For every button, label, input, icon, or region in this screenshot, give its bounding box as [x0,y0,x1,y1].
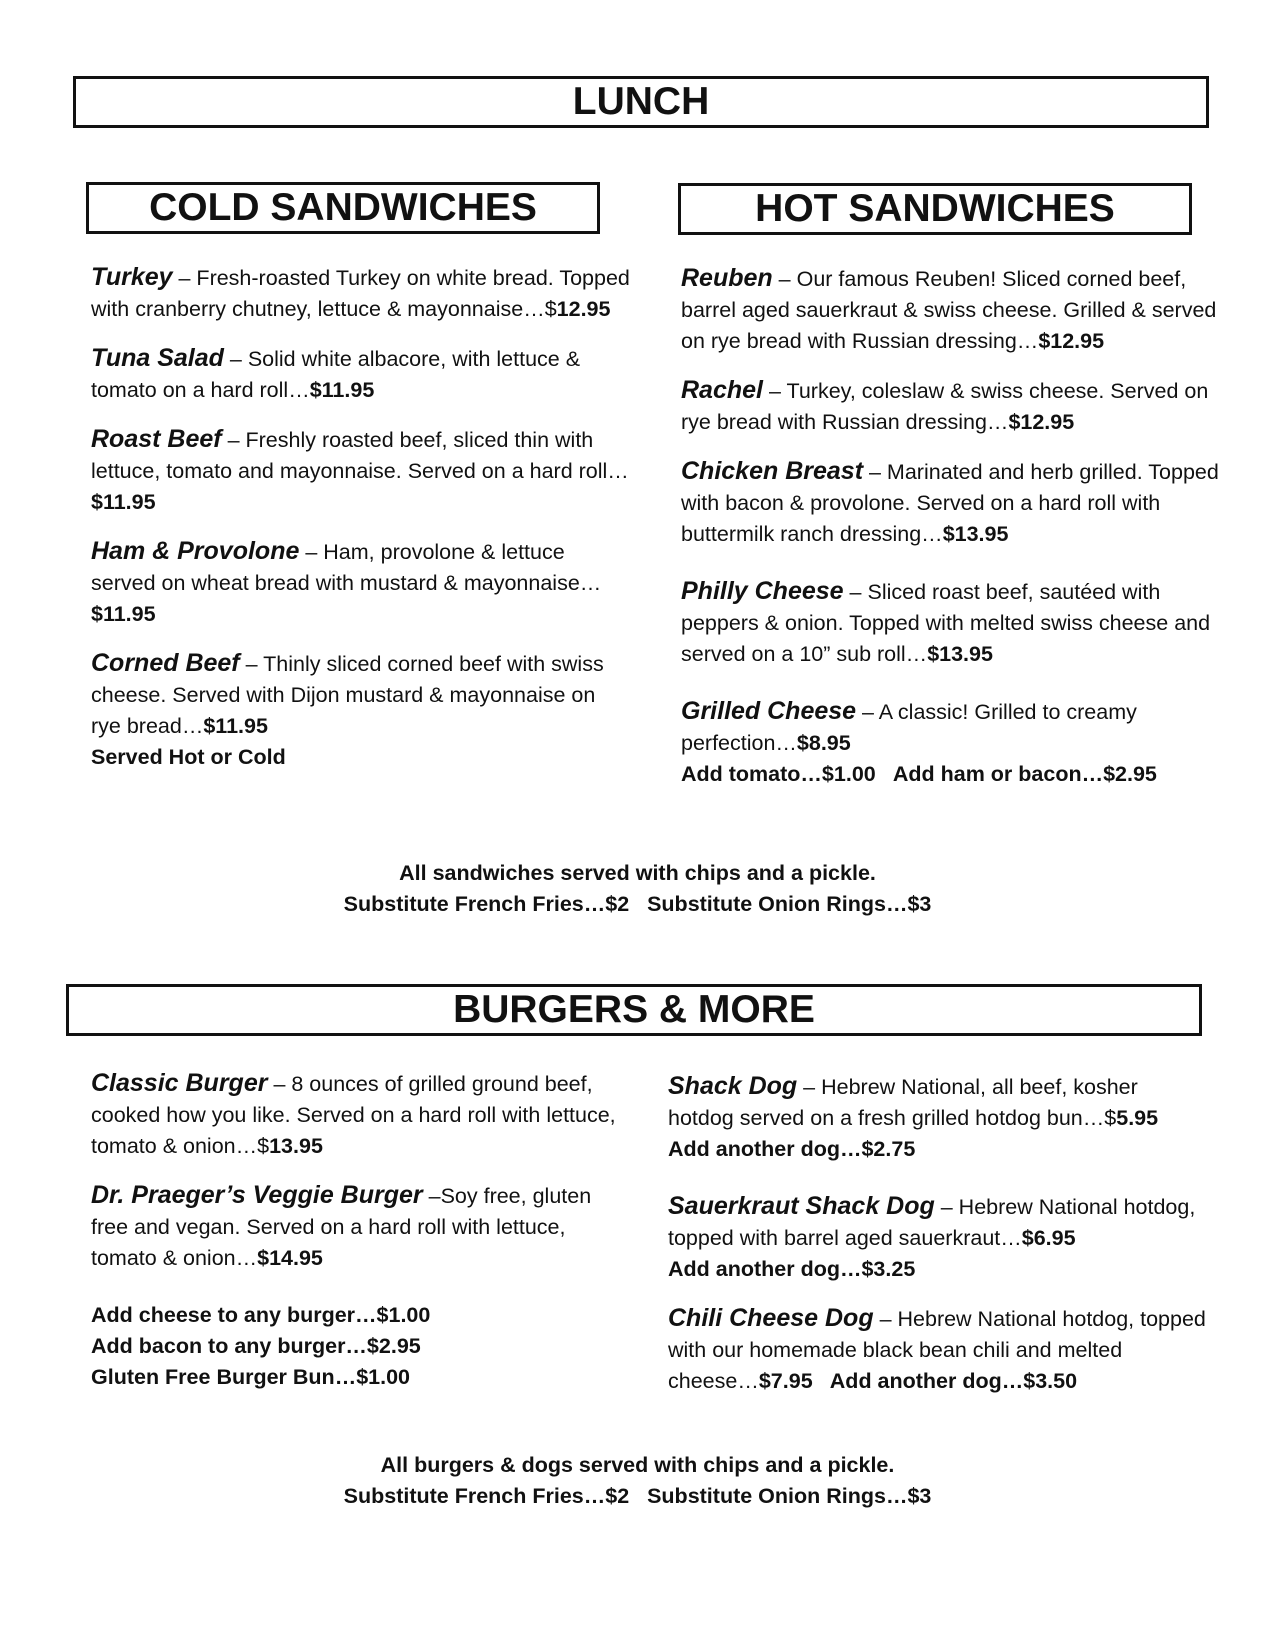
item-desc: – Hebrew National hotdog, topped with our homemade black bean chili and melted cheese… [668,1307,1206,1393]
item-price: $13.95 [927,642,993,666]
hot-sandwiches-list [681,263,1221,808]
footer-line: Substitute French Fries…$2 Substitute Onion Rings…$3 [343,1484,932,1508]
hotdogs-list [668,1071,1208,1415]
item-name: Reuben [681,264,773,292]
menu-item-chili-cheese-dog [668,1303,1208,1397]
item-name: Grilled Cheese [681,697,857,725]
addon-line: Add cheese to any burger…$1.00 [91,1303,431,1327]
item-price: $11.95 [309,378,375,402]
menu-item-reuben [681,263,1221,357]
item-name: Turkey [91,263,173,291]
hot-title: HOT SANDWICHES [755,187,1115,230]
burgers-heading [66,984,1202,1036]
menu-item-rachel [681,375,1221,438]
menu-item-turkey [91,262,631,325]
item-name: Dr. Praeger’s Veggie Burger [91,1181,423,1209]
menu-item-grilled-cheese [681,696,1221,790]
menu-item-ham-provolone [91,536,631,630]
item-desc: – A classic! Grilled to creamy perfection… [681,700,1137,755]
burger-addons [91,1300,631,1393]
burger-footer [0,1450,1275,1512]
item-desc: – Hebrew National, all beef, kosher hotdog served on a fresh grilled hotdog bun…$ [668,1075,1138,1130]
cold-title: COLD SANDWICHES [149,186,537,229]
item-name: Chili Cheese Dog [668,1304,874,1332]
footer-line: Substitute French Fries…$2 Substitute Onion Rings…$3 [343,892,932,916]
item-name: Sauerkraut Shack Dog [668,1192,935,1220]
item-desc: – Freshly roasted beef, sliced thin with lettuce, tomato and mayonnaise. Served on a hard roll… [91,428,629,483]
item-name: Corned Beef [91,649,240,677]
item-desc: – Sliced roast beef, sautéed with peppers & onion. Topped with melted swiss cheese and served on a 10” sub roll… [681,580,1211,666]
menu-item-shack-dog [668,1071,1208,1165]
item-desc: – Solid white albacore, with lettuce & tomato on a hard roll… [91,347,581,402]
item-price: $11.95 [91,602,156,626]
item-note: Served Hot or Cold [91,745,286,769]
menu-item-corned-beef [91,648,631,773]
item-desc: – 8 ounces of grilled ground beef, cooked how you like. Served on a hard roll with lettuce, tomato & onion…$ [91,1072,616,1158]
item-desc: – Hebrew National hotdog, topped with barrel aged sauerkraut… [668,1195,1196,1250]
item-price: $12.95 [1008,410,1075,434]
item-desc: – Fresh-roasted Turkey on white bread. Topped with cranberry chutney, lettuce & mayonnaise…$ [91,266,630,321]
item-price: $7.95 [758,1369,813,1393]
sandwich-footer [0,858,1275,920]
menu-item-sauerkraut-shack-dog [668,1191,1208,1285]
menu-item-chicken-breast [681,456,1221,550]
item-name: Shack Dog [668,1072,798,1100]
item-price: 13.95 [269,1134,323,1158]
burgers-list [91,1068,631,1393]
addon-line: Add bacon to any burger…$2.95 [91,1334,421,1358]
item-price: $12.95 [1038,329,1105,353]
item-desc: – Thinly sliced corned beef with swiss cheese. Served with Dijon mustard & mayonnaise on rye bread… [91,652,604,738]
item-name: Rachel [681,376,763,404]
item-price: $8.95 [796,731,851,755]
item-name: Ham & Provolone [91,537,300,565]
item-desc: – Turkey, coleslaw & swiss cheese. Served on rye bread with Russian dressing… [681,379,1209,434]
lunch-heading [73,76,1209,128]
cold-sandwiches-list [91,262,631,791]
item-price: $6.95 [1021,1226,1076,1250]
footer-line: All sandwiches served with chips and a pickle. [399,861,876,885]
item-price: $13.95 [942,522,1009,546]
menu-item-philly-cheese [681,576,1221,670]
item-price: 5.95 [1116,1106,1159,1130]
addon-line: Gluten Free Burger Bun…$1.00 [91,1365,410,1389]
item-price: $14.95 [257,1246,323,1270]
burgers-title: BURGERS & MORE [453,988,815,1031]
lunch-title: LUNCH [572,80,710,123]
menu-item-veggie-burger [91,1180,631,1274]
hot-sandwiches-heading [678,183,1192,235]
item-desc: – Marinated and herb grilled. Topped with bacon & provolone. Served on a hard roll with buttermilk ranch dressing… [681,460,1219,546]
item-note: Add another dog…$2.75 [668,1137,916,1161]
menu-item-classic-burger [91,1068,631,1162]
footer-line: All burgers & dogs served with chips and a pickle. [380,1453,895,1477]
menu-item-roast-beef [91,424,631,518]
item-desc: – Our famous Reuben! Sliced corned beef, barrel aged sauerkraut & swiss cheese. Grilled & served on rye bread with Russian dressing… [681,267,1217,353]
item-price: $11.95 [203,714,268,738]
item-note: Add tomato…$1.00 Add ham or bacon…$2.95 [681,762,1157,786]
item-name: Roast Beef [91,425,222,453]
cold-sandwiches-heading [86,182,600,234]
item-name: Philly Cheese [681,577,844,605]
item-name: Tuna Salad [91,344,224,372]
item-price: 12.95 [556,297,611,321]
item-name: Chicken Breast [681,457,864,485]
item-extra: Add another dog…$3.50 [812,1369,1078,1393]
item-desc: –Soy free, gluten free and vegan. Served on a hard roll with lettuce, tomato & onion… [91,1184,592,1270]
item-name: Classic Burger [91,1069,268,1097]
item-price: $11.95 [91,490,156,514]
item-note: Add another dog…$3.25 [668,1257,916,1281]
menu-item-tuna-salad [91,343,631,406]
item-desc: – Ham, provolone & lettuce served on wheat bread with mustard & mayonnaise… [91,540,602,595]
